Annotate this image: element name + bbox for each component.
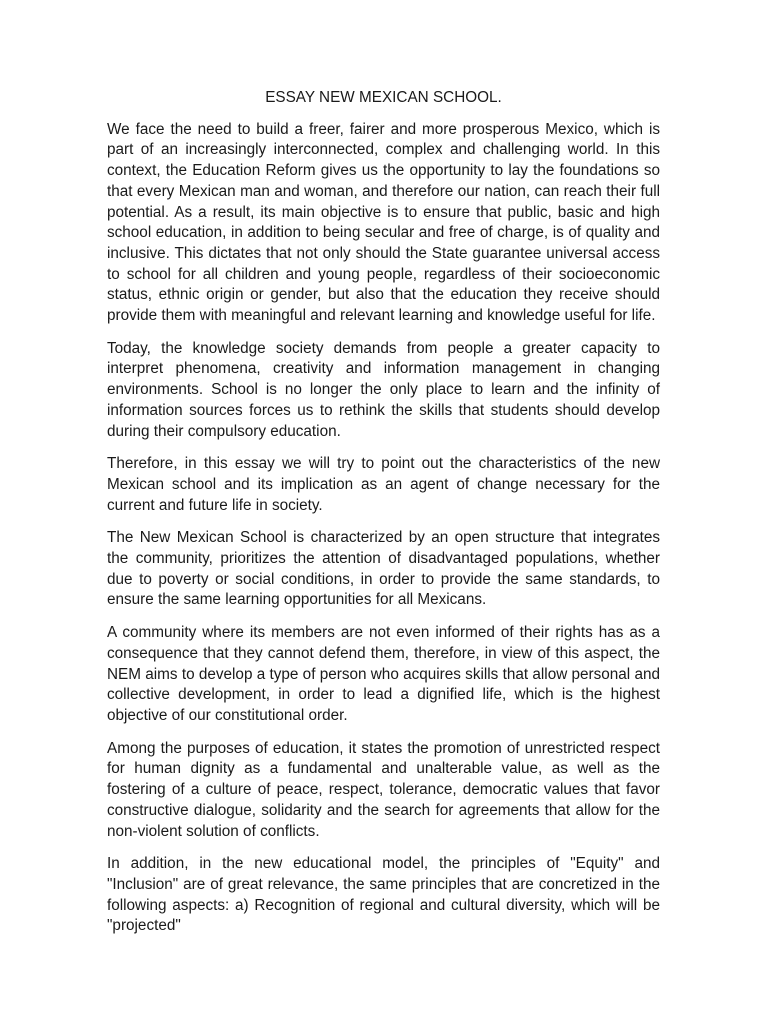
paragraph-2: Today, the knowledge society demands from people a greater capacity to interpret phenomena, creativity and information management in changing environments. School is no longer the only place to learn and the infinity of information sources forces us to rethink the skills that students should develop during their compulsory education.	[107, 339, 660, 440]
paragraph-6: Among the purposes of education, it states the promotion of unrestricted respect for human dignity as a fundamental and unalterable value, as well as the fostering of a culture of peace, respect, tolerance, democratic values that favor constructive dialogue, solidarity and the search for agreements that allow for the non-violent solution of conflicts.	[107, 739, 660, 840]
paragraph-5: A community where its members are not even informed of their rights has as a consequence that they cannot defend them, therefore, in view of this aspect, the NEM aims to develop a type of person who acquires skills that allow personal and collective development, in order to lead a dignified life, which is the highest objective of our constitutional order.	[107, 624, 660, 724]
paragraph-3: Therefore, in this essay we will try to point out the characteristics of the new Mexican school and its implication as an agent of change necessary for the current and future life in society.	[107, 455, 660, 514]
paragraph-7: In addition, in the new educational model, the principles of "Equity" and "Inclusion" are of great relevance, the same principles that are concretized in the following aspects: a) Recognition of regional and cultural diversity, which will be "projected"	[107, 855, 660, 935]
paragraph-1: We face the need to build a freer, fairer and more prosperous Mexico, which is part of an increasingly interconnected, complex and challenging world. In this context, the Education Reform gives us the opportunity to lay the foundations so that every Mexican man and woman, and therefore our nation, can reach their full potential. As a result, its main objective is to ensure that public, basic and high school education, in addition to being secular and free of charge, is of quality and inclusive. This dictates that not only should the State guarantee universal access to school for all children and young people, regardless of their socioeconomic status, ethnic origin or gender, but also that the education they receive should provide them with meaningful and relevant learning and knowledge useful for life.	[107, 120, 660, 325]
document-title: ESSAY NEW MEXICAN SCHOOL.	[265, 89, 502, 106]
paragraph-4: The New Mexican School is characterized by an open structure that integrates the community, prioritizes the attention of disadvantaged populations, whether due to poverty or social conditions, in order to provide the same standards, to ensure the same learning opportunities for all Mexicans.	[107, 529, 660, 609]
document-body	[107, 88, 660, 949]
